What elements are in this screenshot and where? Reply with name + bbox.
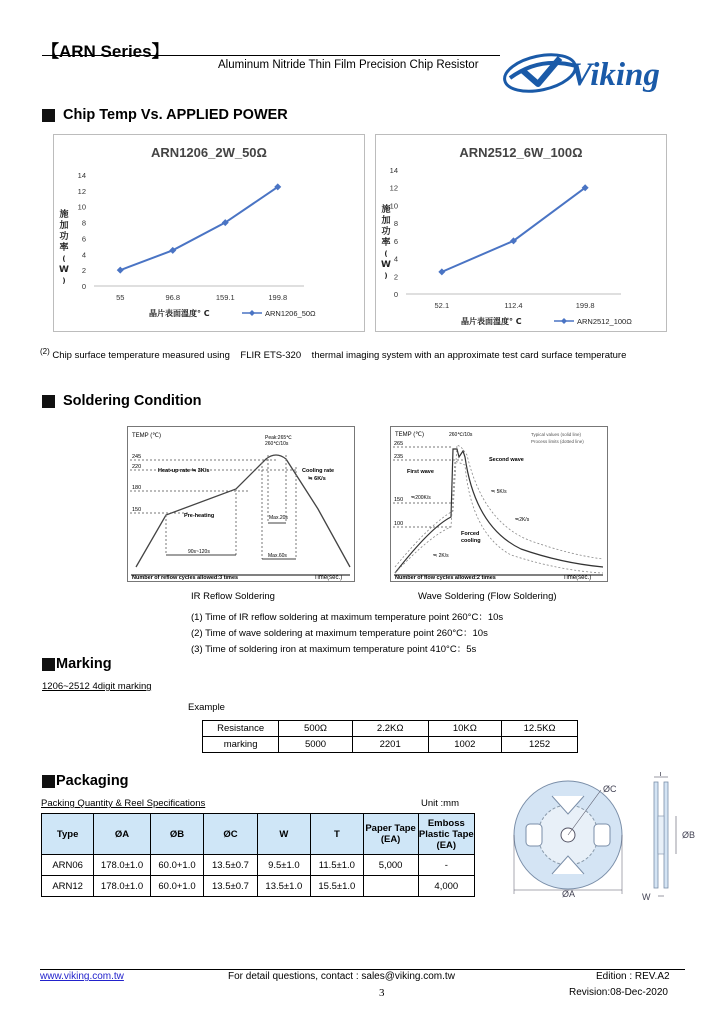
reflow-preheat: Pre-heating: [184, 513, 215, 519]
y-axis-label-char: W: [59, 265, 69, 275]
measurement-note: [40, 347, 626, 361]
y-tick-label: 4: [81, 250, 86, 260]
table-row: [203, 737, 578, 753]
wave-t100: 100: [394, 521, 404, 527]
section-soldering: [42, 393, 202, 409]
wave-t235: 235: [394, 454, 404, 460]
y-tick-label: 12: [389, 183, 398, 193]
reflow-max60: Max.60s: [268, 553, 287, 559]
section-title: Soldering Condition: [63, 393, 202, 409]
wave-t265: 265: [394, 441, 404, 447]
chart-arn2512-svg: [376, 135, 666, 331]
chart-arn1206-svg: [54, 135, 364, 331]
table-header-cell: Paper Tape (EA): [363, 814, 418, 855]
x-axis-label: 晶片表面溫度° C: [149, 309, 210, 318]
footer-revision: Revision:08-Dec-2020: [569, 987, 668, 998]
section-title: Marking: [56, 656, 112, 672]
reflow-range: 90s~120s: [188, 549, 210, 555]
table-cell: 60.0+1.0: [150, 855, 203, 876]
reel-label-a: ØA: [562, 889, 576, 899]
wave-forced1: Forced: [461, 531, 480, 537]
table-cell: 12.5KΩ: [502, 721, 578, 737]
condition-1: (1) Time of IR reflow soldering at maximum temperature point 260°C：10s: [191, 612, 504, 623]
y-tick-label: 14: [389, 166, 398, 175]
y-tick-label: 8: [81, 218, 86, 228]
table-cell: ARN06: [42, 855, 94, 876]
table-cell: 178.0±1.0: [94, 855, 151, 876]
marking-subtitle: 1206~2512 4digit marking: [42, 681, 152, 692]
reflow-t180: 180: [132, 485, 142, 491]
y-axis-label-char: 施: [59, 210, 69, 220]
reel-label-c: ØC: [603, 784, 617, 794]
footer-edition: Edition : REV.A2: [596, 971, 670, 982]
y-axis-label-char: (: [62, 255, 66, 263]
wave-cycles: Number of flow cycles allowed:2 times: [395, 575, 496, 581]
table-cell: 178.0±1.0: [94, 876, 151, 897]
wave-second: Second wave: [489, 457, 524, 463]
reflow-t220: 220: [132, 464, 142, 470]
table-cell: 10KΩ: [428, 721, 502, 737]
packaging-unit: Unit :mm: [421, 798, 459, 809]
table-cell: 13.5±1.0: [257, 876, 310, 897]
section-chip-temp: [42, 107, 288, 123]
x-tick-label: 199.8: [268, 293, 288, 302]
marking-table: [202, 720, 578, 753]
section-packaging: [42, 773, 129, 789]
y-tick-label: 14: [77, 171, 86, 180]
table-cell: 2.2KΩ: [352, 721, 428, 737]
section-bullet: [42, 109, 55, 122]
table-cell: 13.5±0.7: [204, 876, 257, 897]
table-header-row: [42, 814, 475, 855]
reflow-diagram: [127, 426, 355, 582]
wave-r5: ≒ 5K/s: [491, 489, 507, 495]
series-line: [120, 187, 278, 270]
reflow-time: Time(sec.): [314, 575, 343, 581]
series-line: [442, 188, 585, 272]
y-axis-label-char: W: [381, 260, 391, 270]
table-cell: -: [418, 855, 474, 876]
reflow-cooling2: ≒ 6K/s: [308, 476, 326, 482]
y-tick-label: 2: [393, 272, 398, 282]
chart-title: ARN2512_6W_100Ω: [459, 145, 583, 160]
chart-title: ARN1206_2W_50Ω: [151, 145, 267, 160]
document-subtitle: Aluminum Nitride Thin Film Precision Chip Resistor: [218, 59, 479, 71]
table-cell: 15.5±1.0: [311, 876, 363, 897]
wave-temp-label: TEMP (℃): [395, 432, 424, 438]
table-header-cell: ØB: [150, 814, 203, 855]
table-cell: 60.0+1.0: [150, 876, 203, 897]
y-tick-label: 10: [389, 201, 398, 211]
y-axis-label-char: ): [384, 272, 388, 280]
packaging-table: [41, 813, 475, 897]
y-tick-label: 8: [393, 219, 398, 229]
y-tick-label: 0: [81, 282, 86, 291]
packaging-subtitle: Packing Quantity & Reel Specifications: [41, 798, 206, 809]
y-axis-label-char: 施: [381, 205, 391, 215]
section-bullet: [42, 775, 55, 788]
wave-t150: 150: [394, 497, 404, 503]
marking-example-label: Example: [188, 702, 225, 713]
wave-diagram: [390, 426, 608, 582]
x-tick-label: 96.8: [165, 293, 181, 302]
y-axis-label-char: 加: [59, 221, 69, 231]
table-cell: [363, 876, 418, 897]
table-header-cell: Type: [42, 814, 94, 855]
wave-r200: ≒200K/s: [411, 495, 431, 501]
brand-text: Viking: [570, 57, 660, 93]
reflow-caption: IR Reflow Soldering: [191, 591, 275, 602]
x-tick-label: 112.4: [504, 301, 523, 310]
y-axis-label-char: 功: [59, 232, 69, 242]
table-cell: 9.5±1.0: [257, 855, 310, 876]
x-tick-label: 159.1: [215, 293, 235, 302]
table-cell: 1002: [428, 737, 502, 753]
wave-caption: Wave Soldering (Flow Soldering): [418, 591, 557, 602]
table-cell: Resistance: [203, 721, 279, 737]
wave-profile-curve: [395, 449, 603, 573]
data-point: [169, 247, 176, 254]
y-tick-label: 0: [393, 290, 398, 299]
reflow-temp-label: TEMP (℃): [132, 433, 161, 439]
y-axis-label-char: 功: [381, 227, 391, 237]
table-cell: 11.5±1.0: [311, 855, 363, 876]
legend-marker: [249, 310, 255, 316]
y-tick-label: 2: [81, 266, 86, 276]
header-rule: [42, 55, 500, 56]
wave-first: First wave: [407, 469, 434, 475]
wave-legend2: Process limits (dotted line): [531, 439, 584, 444]
y-tick-label: 12: [77, 186, 86, 196]
wave-time: Time(sec.): [563, 575, 592, 581]
table-header-cell: T: [311, 814, 363, 855]
chart-arn2512: [375, 134, 667, 332]
reflow-cycles: Number of reflow cycles allowed:3 times: [132, 575, 239, 581]
reflow-peak: Peak:265℃: [265, 435, 292, 441]
wave-r2: ≒2K/s: [515, 517, 530, 523]
reflow-peak2: 260℃/10s: [265, 441, 289, 447]
section-bullet: [42, 658, 55, 671]
series-title: 【ARN Series】: [42, 42, 169, 61]
page-number: 3: [379, 987, 385, 999]
wave-peak: 260℃/10s: [449, 432, 473, 438]
reflow-max20: Max.20s: [269, 515, 288, 521]
legend-label: ARN1206_50Ω: [265, 309, 316, 318]
reflow-cooling1: Cooling rate: [302, 468, 335, 474]
note-text: Chip surface temperature measured using FLIR ETS-320 thermal imaging system with an approximate test card surface temperature: [52, 350, 627, 362]
table-header-cell: ØA: [94, 814, 151, 855]
y-axis-label-char: 加: [381, 216, 391, 226]
section-bullet: [42, 395, 55, 408]
reel-label-w: W: [642, 892, 651, 902]
y-axis-label-char: 率: [59, 243, 69, 253]
footer-rule: [40, 969, 685, 970]
note-mark: (2): [40, 347, 50, 356]
data-point: [117, 267, 124, 274]
table-row: [42, 855, 475, 876]
table-cell: marking: [203, 737, 279, 753]
chart-arn1206: [53, 134, 365, 332]
table-cell: 500Ω: [279, 721, 353, 737]
section-marking: [42, 656, 112, 672]
x-axis-label: 晶片表面溫度° C: [461, 317, 522, 326]
y-tick-label: 4: [393, 254, 398, 264]
table-header-cell: W: [257, 814, 310, 855]
y-axis-label-char: ): [62, 277, 66, 285]
section-title: Packaging: [56, 773, 129, 789]
wave-r2b: ≒ 2K/s: [433, 553, 449, 559]
table-cell: 4,000: [418, 876, 474, 897]
wave-legend1: Typical values (solid line): [531, 432, 582, 437]
reel-diagram: [506, 772, 706, 911]
table-cell: 5,000: [363, 855, 418, 876]
table-row: [203, 721, 578, 737]
reflow-t245: 245: [132, 454, 142, 460]
reel-label-b: ØB: [682, 830, 696, 840]
section-title: Chip Temp Vs. APPLIED POWER: [63, 107, 288, 123]
condition-2: (2) Time of wave soldering at maximum temperature point 260°C：10s: [191, 628, 488, 639]
y-axis-label-char: 率: [381, 238, 391, 248]
website-link[interactable]: www.viking.com.tw: [40, 971, 124, 982]
y-axis-label-char: (: [384, 250, 388, 258]
legend-marker: [561, 318, 567, 324]
x-tick-label: 52.1: [434, 301, 450, 310]
table-cell: 1252: [502, 737, 578, 753]
wave-forced2: cooling: [461, 538, 481, 544]
reflow-heatup: Heat-up rate ≒ 3K/s: [158, 468, 210, 474]
table-cell: 2201: [352, 737, 428, 753]
legend-label: ARN2512_100Ω: [577, 317, 632, 326]
table-row: [42, 876, 475, 897]
y-tick-label: 6: [81, 234, 86, 244]
table-header-cell: Emboss Plastic Tape (EA): [418, 814, 474, 855]
table-header-cell: ØC: [204, 814, 257, 855]
reel-label-t: T: [658, 772, 663, 778]
table-cell: 13.5±0.7: [204, 855, 257, 876]
table-cell: 5000: [279, 737, 353, 753]
x-tick-label: 55: [116, 293, 125, 302]
table-cell: ARN12: [42, 876, 94, 897]
data-point: [438, 268, 445, 275]
footer-contact: For detail questions, contact : sales@viking.com.tw: [228, 971, 455, 982]
reflow-t150: 150: [132, 507, 142, 513]
viking-logo: [500, 48, 692, 103]
x-tick-label: 199.8: [575, 301, 595, 310]
y-tick-label: 10: [77, 202, 86, 212]
condition-3: (3) Time of soldering iron at maximum temperature point 410°C：5s: [191, 644, 477, 655]
y-tick-label: 6: [393, 236, 398, 246]
